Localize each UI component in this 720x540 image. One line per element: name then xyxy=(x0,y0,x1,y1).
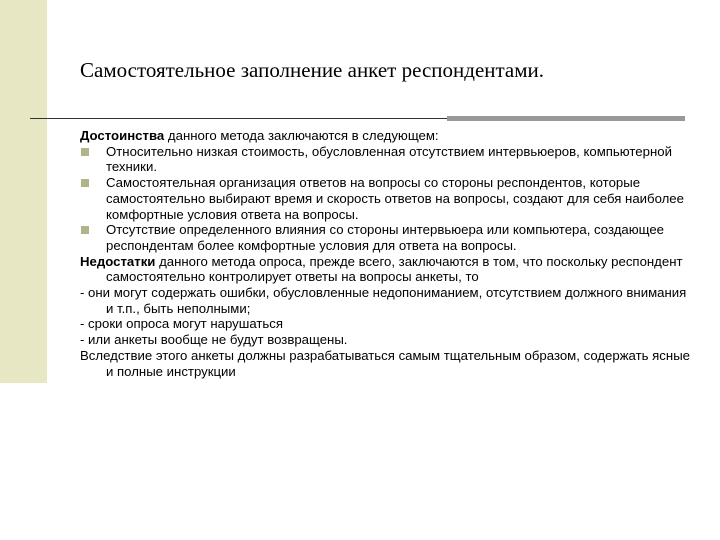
advantage-item xyxy=(80,175,690,222)
conclusion-text: Вследствие этого анкеты должны разрабатываться самым тщательным образом, содержать ясные и полные инструкции xyxy=(80,347,691,379)
disadvantage-item: - или анкеты вообще не будут возвращены. xyxy=(80,332,348,348)
disadvantages-heading-text: данного метода опроса, прежде всего, заключаются в том, что поскольку респондент самостоятельно контролирует ответы на вопросы анкеты, то xyxy=(106,253,683,285)
advantages-bold-word: Достоинства xyxy=(80,128,165,143)
square-bullet-icon xyxy=(81,226,89,234)
advantage-item-text: Самостоятельная организация ответов на вопросы со стороны респондентов, которые самостоятельно выбирают время и скорость ответов на вопросы, создают для себя наиболее комфортные условия ответа на вопросы. xyxy=(106,175,684,222)
left-accent-bar xyxy=(0,0,47,383)
slide-title: Самостоятельное заполнение анкет респондентами. xyxy=(80,58,545,82)
advantage-item xyxy=(80,222,690,253)
disadvantages-bold-word: Недостатки xyxy=(80,253,156,269)
advantage-item-text: Отсутствие определенного влияния со стороны интервьюера или компьютера, создающее респондентам более комфортные условия для ответа на вопросы. xyxy=(106,222,665,253)
slide-body xyxy=(80,128,690,379)
disadvantage-item: - они могут содержать ошибки, обусловленные недопониманием, отсутствием должного внимания и т.п., быть неполными; xyxy=(80,285,687,316)
disadvantage-item: - сроки опроса могут нарушаться xyxy=(80,316,284,332)
square-bullet-icon xyxy=(81,148,89,156)
title-divider-thick xyxy=(447,116,685,121)
advantages-heading-text: данного метода заключаются в следующем: xyxy=(164,128,439,143)
disadvantages-heading xyxy=(80,254,690,285)
advantage-item-text: Относительно низкая стоимость, обусловленная отсутствием интервьюеров, компьютерной техники. xyxy=(106,143,672,175)
square-bullet-icon xyxy=(81,179,89,187)
advantages-heading xyxy=(80,128,690,144)
advantage-item xyxy=(80,144,690,175)
